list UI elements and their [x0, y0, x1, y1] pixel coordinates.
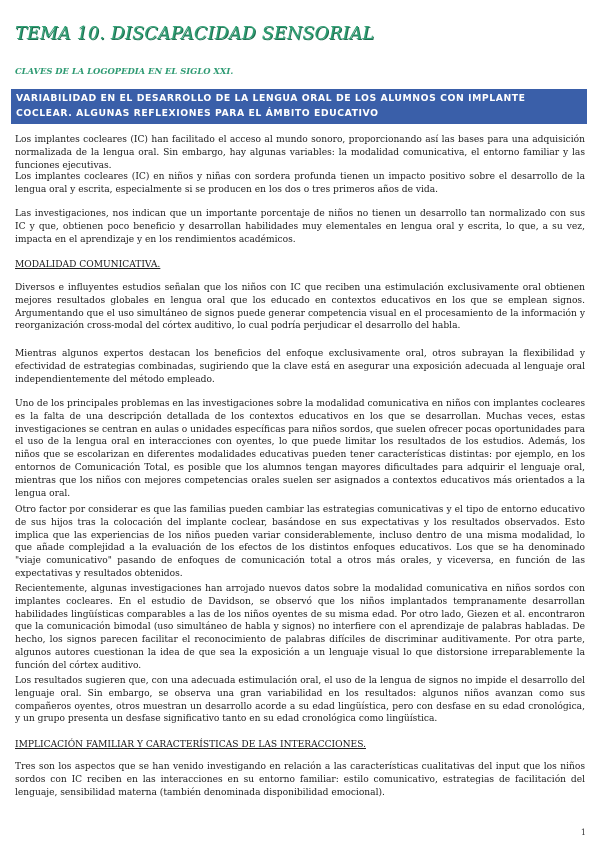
page-number: 1: [580, 828, 586, 837]
paragraph: Tres son los aspectos que se han venido investigando en relación a las características cualitativas del input que los niños sordos con IC reciben en las interacciones en su entorno familiar: estilo comunicativo, estrategias de facilitación del lenguaje, sensibilidad materna (también denominada disponibilidad emocional).: [15, 762, 585, 798]
paragraph: Los implantes cocleares (IC) han facilitado el acceso al mundo sonoro, proporcionando así las bases para una adquisición normalizada de la lengua oral. Sin embargo, hay algunas variables: la modalidad comunicativa, el entorno familiar y las funciones ejecutivas.: [15, 135, 585, 171]
paragraph: Recientemente, algunas investigaciones han arrojado nuevos datos sobre la modalidad comunicativa en niños sordos con implantes cocleares. En el estudio de Davidson, se observó que los niños implantados tempranamente desarrollan habilidades lingüísticas comparables a las de los niños oyentes de su misma edad. Por otro lado, Giezen et al. encontraron que la comunicación bimodal (uso simultáneo de habla y signos) no interfiere con el aprendizaje de palabras habladas. De hecho, los signos parecen facilitar el reconocimiento de palabras difíciles de discriminar auditivamente. Por otra parte, algunos autores cuestionan la idea de que sea la exposición a un lenguaje visual lo que distorsione irreparablemente la función del córtex auditivo.: [15, 584, 585, 671]
paragraph: Uno de los principales problemas en las investigaciones sobre la modalidad comunicativa en niños con implantes cocleares es la falta de una descripción detallada de los contextos educativos en los que se desarrollan. Muchas veces, estas investigaciones se centran en aulas o unidades específicas para niños sordos, que suelen ofrecer pocas oportunidades para el uso de la lengua oral en interacciones con oyentes, lo que puede limitar los resultados de los estudios. Además, los niños que se escolarizan en diferentes modalidades educativas pueden tener características distintas: por ejemplo, en los entornos de Comunicación Total, es posible que los alumnos tengan mayores dificultades para adquirir el lenguaje oral, mientras que los niños con mejores competencias orales suelen ser asignados a contextos educativos más orientados a la lengua oral.: [15, 399, 585, 499]
paragraph: Las investigaciones, nos indican que un importante porcentaje de niños no tienen un desarrollo tan normalizado con sus IC y que, obtienen poco beneficio y desarrollan habilidades muy elementales en lengua oral y escrita, lo que, a su vez, impacta en el aprendizaje y en los rendimientos académicos.: [15, 209, 585, 245]
section-banner-line-2: COCLEAR. ALGUNAS REFLEXIONES PARA EL ÁMBITO EDUCATIVO: [16, 107, 379, 119]
paragraph: Diversos e influyentes estudios señalan que los niños con IC que reciben una estimulación exclusivamente oral obtienen mejores resultados globales en lengua oral que los educado en contextos educativos en los que se emplean signos. Argumentando que el uso simultáneo de signos puede generar competencia visual en el procesamiento de la información y reorganización cross-modal del córtex auditivo, lo cual podría perjudicar el desarrollo del habla.: [15, 283, 585, 332]
paragraph: Los implantes cocleares (IC) en niños y niñas con sordera profunda tienen un impacto positivo sobre el desarrollo de la lengua oral y escrita, especialmente si se producen en los dos o tres primeros años de vida.: [15, 172, 585, 195]
paragraph: Los resultados sugieren que, con una adecuada estimulación oral, el uso de la lengua de signos no impide el desarrollo del lenguaje oral. Sin embargo, se observa una gran variabilidad en los resultados: algunos niños avanzan como sus compañeros oyentes, otros muestran un desarrollo acorde a su edad lingüística, pero con desfase en su edad cronológica, y un grupo presenta un desfase significativo tanto en su edad cronológica como lingüística.: [15, 676, 585, 725]
section-banner: [11, 89, 587, 124]
section-heading-modalidad: MODALIDAD COMUNICATIVA.: [15, 260, 161, 270]
document-subtitle: CLAVES DE LA LOGOPEDIA EN EL SIGLO XXI.: [15, 66, 234, 76]
paragraph: Mientras algunos expertos destacan los beneficios del enfoque exclusivamente oral, otros subrayan la flexibilidad y efectividad de estrategias combinadas, sugiriendo que la clave está en asegurar una exposición adecuada al lenguaje oral independientemente del método empleado.: [15, 349, 585, 385]
section-banner-line-1: VARIABILIDAD EN EL DESARROLLO DE LA LENGUA ORAL DE LOS ALUMNOS CON IMPLANTE: [16, 93, 526, 104]
document-title: TEMA 10. DISCAPACIDAD SENSORIAL: [15, 24, 375, 44]
section-heading-implicacion: IMPLICACIÓN FAMILIAR Y CARACTERÍSTICAS DE LAS INTERACCIONES.: [15, 740, 366, 750]
paragraph: Otro factor por considerar es que las familias pueden cambiar las estrategias comunicativas y el tipo de entorno educativo de sus hijos tras la colocación del implante coclear, basándose en sus expectativas y los resultados observados. Esto implica que las experiencias de los niños pueden variar considerablemente, incluso dentro de una misma modalidad, lo que añade complejidad a la evaluación de los efectos de los distintos enfoques educativos. Los que se ha denominado "viaje comunicativo" pasando de enfoques de comunicación total a otros más orales, y viceversa, en función de las expectativas y resultados obtenidos.: [15, 505, 585, 579]
